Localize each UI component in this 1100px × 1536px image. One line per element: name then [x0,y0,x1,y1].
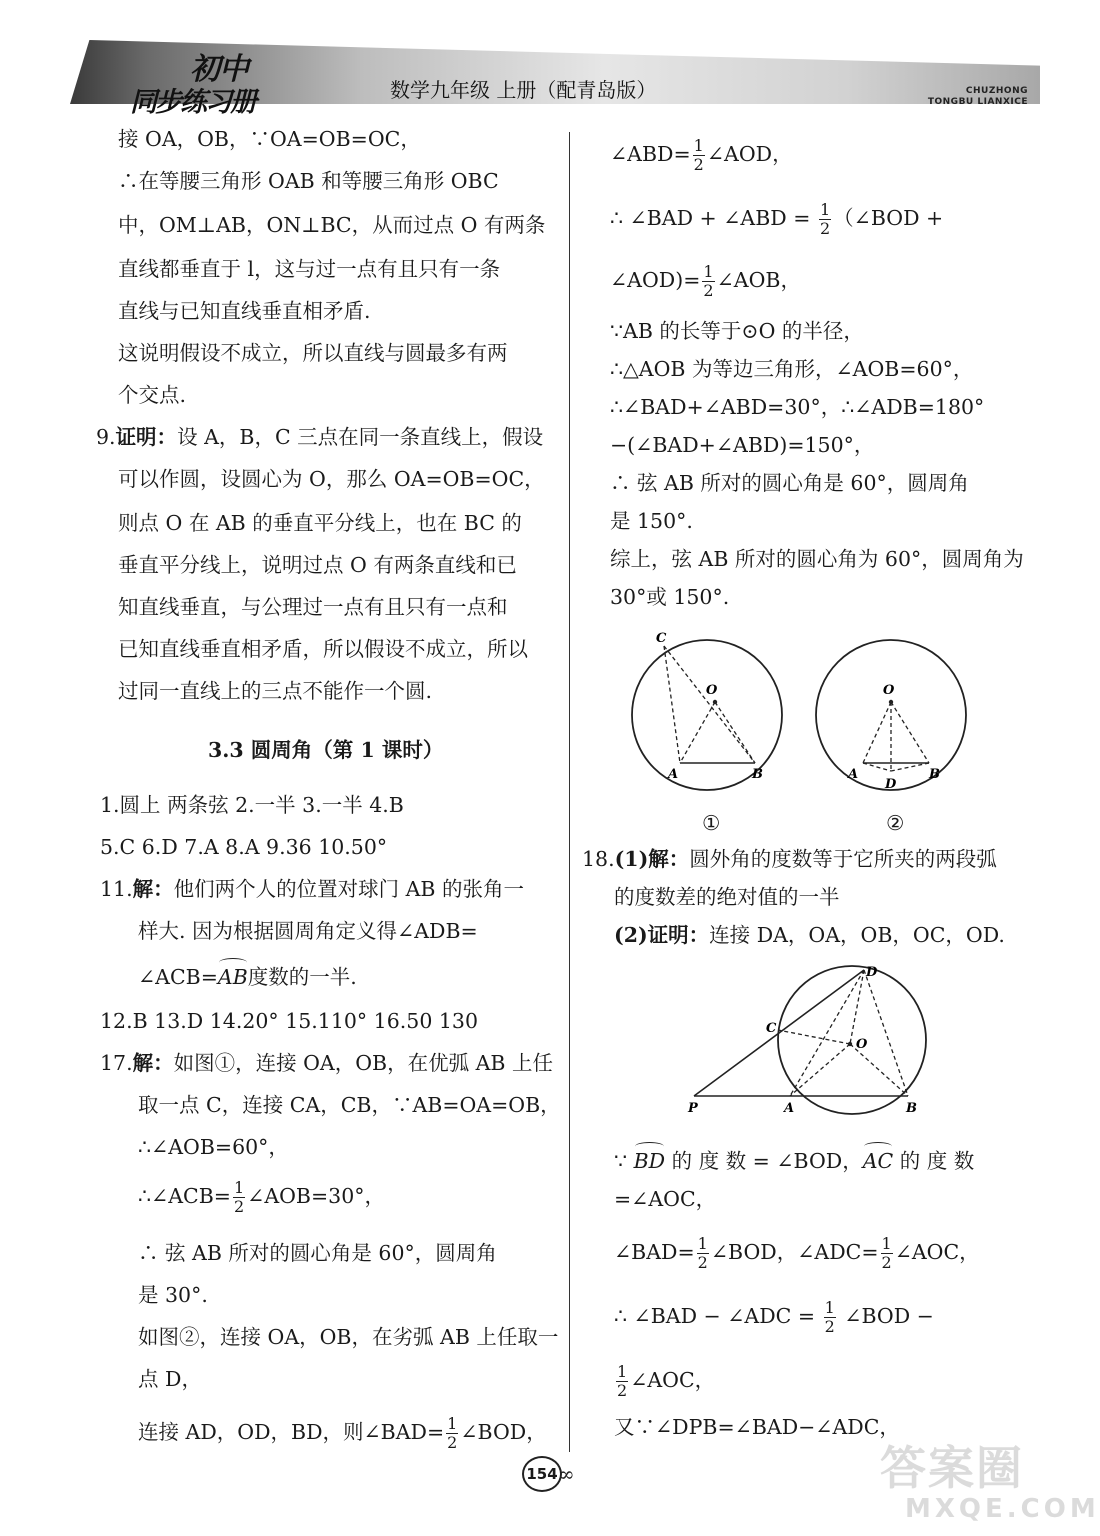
figure-2-caption: ② [886,811,905,835]
page-header [0,0,1068,118]
fraction-half [693,138,705,173]
segment-ad [863,763,891,771]
left-line: ∴ 弦 AB 所对的圆心角是 60°，圆周角 [138,1241,497,1265]
figure-2 [816,640,966,792]
label-c: C [656,631,667,646]
right-line: 30°或 150°. [610,585,730,609]
left-line: 垂直平分线上，说明过点 O 有两条直线和已 [118,553,517,577]
text: ∠AOD)= [610,268,701,292]
problem-11-line [100,876,524,902]
text: ∠BOD， [460,1420,547,1444]
text: 设 A，B，C 三点在同一条直线上，假设 [177,425,544,449]
numerator: 1 [824,1298,835,1317]
label-b: B [906,1101,917,1116]
circle-figures [626,620,1046,830]
label-d: D [866,965,878,980]
segment-db [864,970,908,1096]
center-point [889,700,893,704]
right-line [614,1148,974,1174]
label-c: C [766,1021,777,1036]
problem-17-line [100,1050,553,1076]
numerator: 1 [819,200,831,219]
center-point [713,700,717,704]
denominator: 2 [233,1197,245,1216]
left-line: 已知直线垂直相矛盾，所以假设不成立，所以 [118,637,528,661]
label-a: A [848,767,859,782]
solution-tag: (1)解： [614,847,690,871]
page-number: 154 [522,1456,562,1492]
text: ∵ [614,1149,634,1173]
label-d: D [885,777,897,792]
denominator: 2 [824,1317,835,1336]
right-line: 又∵∠DPB=∠BAD−∠ADC， [614,1415,900,1439]
left-line: 中，OM⊥AB，ON⊥BC，从而过点 O 有两条 [118,213,546,237]
page-number-decoration-icon: ∞ [558,1462,575,1486]
text: ∠AOC， [630,1368,716,1392]
answer-line: 1.圆上 两条弦 2.一半 3.一半 4.B [100,793,404,817]
header-logo-bottom: 同步练习册 [130,87,255,118]
numerator: 1 [697,1234,708,1253]
right-line: 的度数差的绝对值的一半 [614,885,840,909]
numerator: 1 [703,262,714,281]
text: ∠BOD − [837,1304,934,1328]
solution-tag: 解： [132,1051,174,1075]
text: ∠ABD= [610,142,691,166]
left-line: ∴∠AOB=60°， [138,1135,289,1159]
text: ∴ ∠BAD − ∠ADC = [614,1304,822,1328]
fraction-half [446,1416,458,1451]
problem-number: 11. [100,877,133,901]
text: ∠AOD， [706,142,793,166]
segment-oa [863,702,891,763]
left-line: 样大. 因为根据圆周角定义得∠ADB= [138,919,478,943]
text: 度数的一半. [247,965,357,989]
left-line [138,1180,385,1215]
numerator: 1 [881,1234,892,1253]
problem-number: 18. [582,847,615,871]
label-b: B [929,767,940,782]
left-line: 知直线垂直，与公理过一点有且只有一点和 [118,595,508,619]
numerator: 1 [233,1178,245,1197]
left-line: 这说明假设不成立，所以直线与圆最多有两 [118,341,508,365]
left-line: 是 30°. [138,1283,208,1307]
text: ∴ ∠BAD + ∠ABD = [610,206,817,230]
right-line: 是 150°. [610,509,693,533]
text: 的 度 数 = ∠BOD， [665,1149,863,1173]
label-b: B [752,767,763,782]
denominator: 2 [881,1253,892,1272]
right-line [614,1364,715,1399]
column-divider [569,132,570,1452]
segment-ob [715,702,755,763]
header-english-1: CHUZHONG [965,86,1028,96]
outer-angle-figure [680,960,950,1120]
watermark-url: MXQE.COM [905,1494,1100,1524]
label-a: A [668,767,679,782]
text: ∠BAD= [614,1240,695,1264]
label-p: P [688,1101,698,1116]
numerator: 1 [447,1414,458,1433]
left-line: 取一点 C，连接 CA，CB，∵AB=OA=OB， [138,1093,561,1117]
text: 如图①，连接 OA，OB，在优弧 AB 上任 [173,1051,554,1075]
center-point [848,1042,852,1046]
right-line: ∴△AOB 为等边三角形，∠AOB=60°， [610,357,974,381]
left-line: 过同一直线上的三点不能作一个圆. [118,679,433,703]
problem-number: 9. [96,425,116,449]
answer-line: 12.B 13.D 14.20° 15.110° 16.50 130 [100,1009,479,1033]
text: 他们两个人的位置对球门 AB 的张角一 [173,877,525,901]
fraction-half [233,1180,245,1215]
header-english-2: TONGBU LIANXICE [927,97,1028,107]
watermark-logo: 答案圈 [880,1441,1024,1495]
label-o: O [883,683,895,698]
denominator: 2 [617,1381,628,1400]
proof-tag: 证明： [115,425,178,449]
text: （∠BOD + [833,206,944,230]
text: ∠BOD，∠ADC= [710,1240,879,1264]
text: ∠AOB， [716,268,801,292]
right-line: 综上，弦 AB 所对的圆心角为 60°，圆周角为 [610,547,1024,571]
secant-pd [694,970,864,1096]
numerator: 1 [617,1362,628,1381]
segment-do [850,970,864,1044]
fraction-half [819,202,831,237]
segment-ob [891,702,929,763]
left-line: 接 OA，OB，∵OA=OB=OC， [118,127,421,151]
label-o: O [706,683,718,698]
left-line: 可以作圆，设圆心为 O，那么 OA=OB=OC， [118,467,545,491]
fraction-half [881,1236,893,1271]
right-line [610,202,943,237]
left-line: 点 D， [138,1367,202,1391]
text: 圆外角的度数等于它所夹的两段弧 [689,847,997,871]
text: 连接 AD，OD，BD，则∠BAD= [138,1420,445,1444]
segment-oa [680,702,715,763]
section-heading: 3.3 圆周角（第 1 课时） [208,738,444,762]
right-line: ∵AB 的长等于⊙O 的半径， [610,319,864,343]
fraction-half [824,1300,836,1335]
right-line [610,264,801,299]
arc-ab: AB [217,965,248,989]
denominator: 2 [697,1253,708,1272]
header-title: 数学九年级 上册（配青岛版） [390,78,657,102]
text: ∠AOC， [894,1240,980,1264]
denominator: 2 [819,219,831,238]
label-o: O [856,1037,868,1052]
answer-line: 5.C 6.D 7.A 8.A 9.36 10.50° [100,835,388,859]
left-line: 如图②，连接 OA，OB，在劣弧 AB 上任取一 [138,1325,559,1349]
label-a: A [784,1101,795,1116]
problem-number: 17. [100,1051,133,1075]
fraction-half [702,264,714,299]
segment-bd [891,763,929,771]
right-line [614,1300,934,1335]
figure-1-caption: ① [702,811,721,835]
right-line: ∴ 弦 AB 所对的圆心角是 60°，圆周角 [610,471,969,495]
numerator: 1 [693,136,704,155]
text: ∠ACB= [138,965,218,989]
problem-9-line [96,424,543,450]
text: 的 度 数 [893,1149,975,1173]
left-line [138,964,357,990]
segment-oc [778,1030,850,1044]
right-line: −(∠BAD+∠ABD)=150°， [610,433,875,457]
left-line: 直线都垂直于 l，这与过一点有且只有一条 [118,257,501,281]
right-line [610,138,793,173]
denominator: 2 [447,1433,458,1452]
proof-tag: (2)证明： [614,923,710,947]
solution-tag: 解： [132,877,174,901]
left-line [138,1416,547,1451]
fraction-half [697,1236,709,1271]
text: 连接 DA，OA，OB，OC，OD. [709,923,1005,947]
segment-oa [790,1044,850,1096]
left-line: 直线与已知直线垂直相矛盾. [118,299,371,323]
right-line [614,1236,980,1271]
left-line: 则点 O 在 AB 的垂直平分线上，也在 BC 的 [118,511,522,535]
fraction-half [616,1364,628,1399]
left-line: ∴在等腰三角形 OAB 和等腰三角形 OBC [118,169,499,193]
denominator: 2 [693,155,704,174]
right-line: ∴∠BAD+∠ABD=30°，∴∠ADB=180° [610,395,985,419]
segment-da [790,970,864,1096]
left-line: 个交点. [118,383,187,407]
arc-bd: BD [633,1149,666,1173]
arc-ac: AC [862,1149,894,1173]
header-logo-top: 初中 [190,52,248,87]
figure-1 [632,631,782,790]
text: ∴∠ACB= [138,1184,231,1208]
denominator: 2 [703,281,714,300]
right-line: =∠AOC， [614,1187,717,1211]
problem-18-line [582,846,997,872]
right-line [614,922,1005,948]
text: ∠AOB=30°， [247,1184,386,1208]
